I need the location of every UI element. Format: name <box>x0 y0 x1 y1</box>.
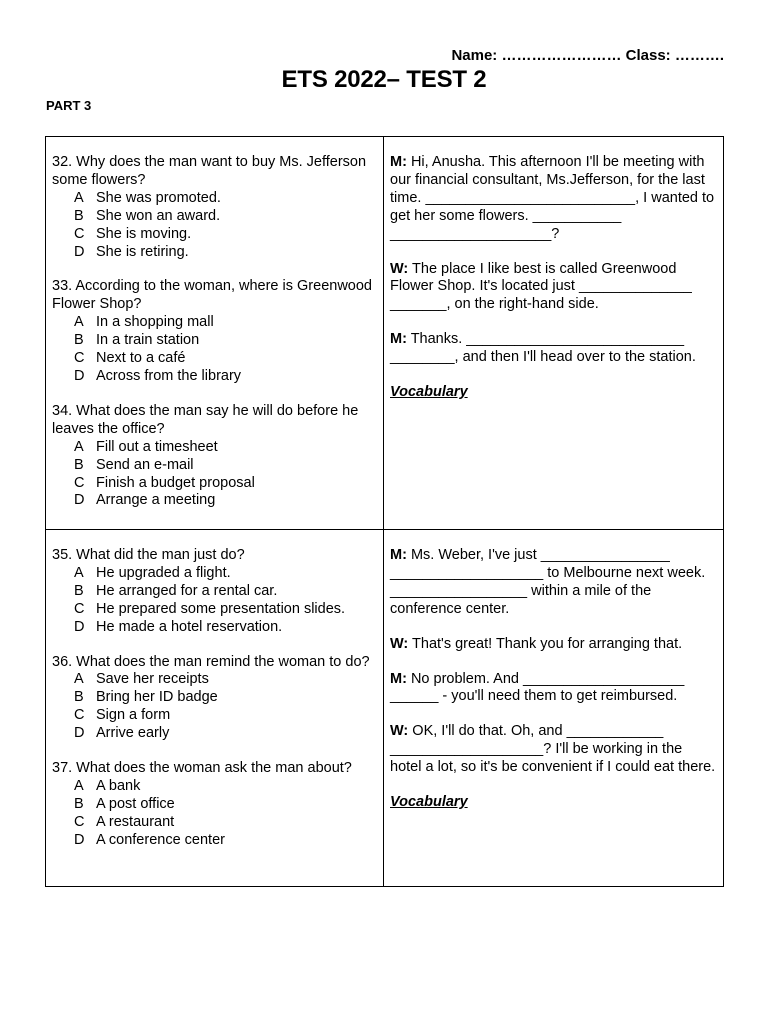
option-letter: C <box>74 225 85 242</box>
option-text: Next to a café <box>96 350 186 367</box>
question-text: 37. What does the woman ask the man about? <box>52 760 352 777</box>
speaker-label: W: <box>390 723 409 740</box>
transcript-text: Thanks. ___________________________ ________, and then I'll head over to the station. <box>390 331 696 366</box>
answer-option <box>52 671 377 689</box>
option-letter: A <box>74 777 84 794</box>
option-letter: C <box>74 600 85 617</box>
option-letter: B <box>74 332 84 349</box>
speaker-label: M: <box>390 154 407 170</box>
option-text: Bring her ID badge <box>96 689 218 706</box>
part-label: PART 3 <box>46 98 92 113</box>
question-block <box>52 760 377 850</box>
answer-option <box>52 208 377 226</box>
option-text: She was promoted. <box>96 189 221 206</box>
option-letter: A <box>74 438 84 455</box>
option-letter: D <box>74 492 85 509</box>
option-text: Arrange a meeting <box>96 492 216 509</box>
option-letter: B <box>74 689 84 706</box>
speaker-label: M: <box>390 331 407 348</box>
answer-option <box>52 565 377 583</box>
transcript-line <box>390 671 717 707</box>
option-text: Finish a budget proposal <box>96 474 255 491</box>
question-text: 33. According to the woman, where is Greenwood Flower Shop? <box>52 278 372 313</box>
option-text: In a train station <box>96 332 200 349</box>
option-letter: C <box>74 707 85 724</box>
transcript-text: That's great! Thank you for arranging that. <box>408 635 683 652</box>
question-text: 36. What does the man remind the woman to do? <box>52 653 370 670</box>
question-text: 34. What does the man say he will do before he leaves the office? <box>52 402 359 437</box>
option-letter: C <box>74 350 85 367</box>
answer-option <box>52 439 377 457</box>
option-text: A restaurant <box>96 813 175 830</box>
transcript-line <box>390 723 717 777</box>
transcript-line <box>390 636 717 654</box>
transcript-text: OK, I'll do that. Oh, and ____________ ___________________? I'll be working in the hotel a lot, so it's be convenient if I could eat there. <box>390 723 716 776</box>
section-row <box>46 137 724 530</box>
question-text: 32. Why does the man want to buy Ms. Jefferson some flowers? <box>52 154 367 188</box>
option-text: He made a hotel reservation. <box>96 618 283 635</box>
option-text: Sign a form <box>96 707 171 724</box>
option-letter: D <box>74 243 85 260</box>
answer-option <box>52 314 377 332</box>
question-block <box>52 278 377 385</box>
option-text: Fill out a timesheet <box>96 438 218 455</box>
answer-option <box>52 583 377 601</box>
transcript-text: The place I like best is called Greenwood Flower Shop. It's located just ______________ _______, on the right-hand side. <box>390 260 692 313</box>
transcript-line <box>390 331 717 367</box>
speaker-label: W: <box>390 260 409 277</box>
option-letter: A <box>74 671 84 688</box>
transcript-text: Ms. Weber, I've just ________________ ___________________ to Melbourne next week. _________________ within a mile of the conference center. <box>390 547 706 617</box>
transcript-cell <box>384 137 724 530</box>
option-letter: A <box>74 314 84 331</box>
option-text: Arrive early <box>96 725 170 742</box>
answer-option <box>52 190 377 208</box>
page-title: ETS 2022– TEST 2 <box>281 66 487 93</box>
worksheet-table <box>45 136 724 887</box>
option-text: Send an e-mail <box>96 456 194 473</box>
answer-option <box>52 814 377 832</box>
name-class-line: Name: …………………… Class: ………. <box>451 47 724 64</box>
answer-option <box>52 707 377 725</box>
option-text: A conference center <box>96 831 225 848</box>
option-text: A post office <box>96 795 175 812</box>
option-text: Across from the library <box>96 367 242 384</box>
speaker-label: M: <box>390 670 407 687</box>
option-text: She is moving. <box>96 225 192 242</box>
option-text: A bank <box>96 777 141 794</box>
option-letter: C <box>74 813 85 830</box>
answer-option <box>52 350 377 368</box>
option-letter: C <box>74 474 85 491</box>
answer-option <box>52 619 377 637</box>
option-letter: B <box>74 207 84 224</box>
question-text: 35. What did the man just do? <box>52 547 245 563</box>
vocabulary-label: Vocabulary <box>390 794 468 811</box>
question-block <box>52 654 377 744</box>
option-letter: A <box>74 189 84 206</box>
option-text: She won an award. <box>96 207 221 224</box>
option-letter: D <box>74 725 85 742</box>
answer-option <box>52 457 377 475</box>
option-text: He upgraded a flight. <box>96 564 231 581</box>
option-text: He arranged for a rental car. <box>96 582 278 599</box>
answer-option <box>52 725 377 743</box>
answer-option <box>52 244 377 262</box>
answer-option <box>52 475 377 493</box>
option-letter: D <box>74 831 85 848</box>
option-text: She is retiring. <box>96 243 189 260</box>
option-text: He prepared some presentation slides. <box>96 600 346 617</box>
answer-option <box>52 778 377 796</box>
answer-option <box>52 332 377 350</box>
question-block <box>52 403 377 510</box>
transcript-line <box>390 547 717 619</box>
section-row <box>46 530 724 887</box>
answer-option <box>52 226 377 244</box>
answer-option <box>52 689 377 707</box>
transcript-line <box>390 154 717 244</box>
option-text: Save her receipts <box>96 671 209 688</box>
transcript-cell <box>384 530 724 887</box>
transcript-line <box>390 261 717 315</box>
transcript-text: Hi, Anusha. This afternoon I'll be meeting with our financial consultant, Ms.Jefferson, for the last time. __________________________, I wanted to get her some flowers. ___________ ____________________? <box>390 154 715 242</box>
option-letter: A <box>74 564 84 581</box>
option-letter: D <box>74 618 85 635</box>
option-letter: D <box>74 367 85 384</box>
option-text: In a shopping mall <box>96 314 214 331</box>
answer-option <box>52 796 377 814</box>
speaker-label: M: <box>390 547 407 563</box>
option-letter: B <box>74 795 84 812</box>
answer-option <box>52 368 377 386</box>
transcript-text: No problem. And ____________________ ______ - you'll need them to get reimbursed. <box>390 670 685 705</box>
questions-cell <box>46 530 384 887</box>
answer-option <box>52 492 377 510</box>
option-letter: B <box>74 456 84 473</box>
questions-cell <box>46 137 384 530</box>
answer-option <box>52 601 377 619</box>
vocabulary-label: Vocabulary <box>390 384 468 401</box>
answer-option <box>52 832 377 850</box>
speaker-label: W: <box>390 635 409 652</box>
question-block <box>52 547 377 637</box>
question-block <box>52 154 377 261</box>
option-letter: B <box>74 582 84 599</box>
